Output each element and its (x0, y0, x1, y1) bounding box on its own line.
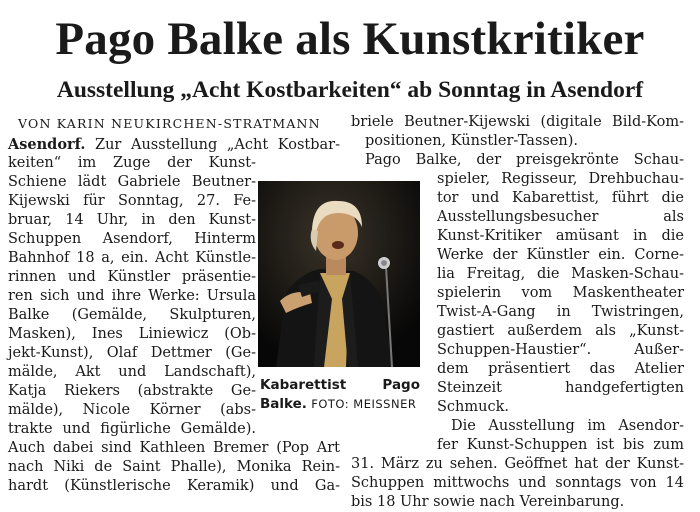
article-line: Kunst-Kritiker amüsant in die (437, 228, 684, 244)
article-line: bis 18 Uhr sowie nach Vereinbarung. (351, 494, 625, 510)
article-line: jekt-Kunst), Olaf Dettmer (Ge- (8, 345, 256, 361)
article-line: Werke der Künstler ein. Corne- (437, 247, 684, 263)
article-line: Auch dabei sind Kathleen Bremer (Pop Art (8, 440, 340, 456)
article-line: Schuppen-Haustier“. Außer- (437, 342, 684, 358)
article-line: Masken), Ines Liniewicz (Ob- (8, 326, 256, 342)
article-line: lia Freitag, die Masken-Schau- (437, 266, 684, 282)
dateline: Asendorf. (8, 136, 86, 153)
article-line: Katja Riekers (abstrakte Ge- (8, 383, 256, 399)
caption-line: Kabarettist Pago (260, 377, 420, 393)
article-line: trakte und figürliche Gemälde). (8, 421, 256, 437)
article-line: bruar, 14 Uhr, in den Kunst- (8, 212, 256, 228)
article-line: dem präsentiert das Atelier (437, 361, 684, 377)
article-line: hardt (Künstlerische Keramik) und Ga- (8, 478, 340, 494)
article-line: Steinzeit handgefertigten (437, 380, 684, 396)
article-line: nach Niki de Saint Phalle), Monika Rein- (8, 459, 340, 475)
article-line: Pago Balke, der preisgekrönte Schau- (365, 152, 684, 168)
article-line: Twist-A-Gang in Twistringen, (437, 304, 684, 320)
byline: VON KARIN NEUKIRCHEN-STRATMANN (18, 116, 321, 131)
article-line: Ausstellungsbesucher als (437, 209, 684, 225)
article-line: 31. März zu sehen. Geöffnet hat der Kunst- (351, 456, 684, 472)
article-line: mälde, Akt und Landschaft), (8, 364, 256, 380)
article-line: Schuppen Asendorf, Hinterm (8, 231, 256, 247)
article-line: Kijewski für Sonntag, 27. Fe- (8, 193, 256, 209)
headline: Pago Balke als Kunstkritiker (55, 13, 645, 65)
subheadline: Ausstellung „Acht Kostbarkeiten“ ab Sonntag in Asendorf (56, 77, 644, 103)
article-line: Bahnhof 18 a, ein. Acht Künstle- (8, 250, 256, 266)
article-line: Asendorf. Zur Ausstellung „Acht Kostbar- (8, 136, 340, 153)
article-line: Balke (Gemälde, Skulpturen, (8, 307, 256, 323)
photo-credit: FOTO: MEISSNER (311, 397, 417, 411)
article-line: briele Beutner-Kijewski (digitale Bild-Kom- (351, 114, 684, 130)
article-line: gastiert außerdem als „Kunst- (437, 323, 684, 339)
article-line: Schuppen mittwochs und sonntags von 14 (351, 475, 684, 491)
article-line: mälde), Nicole Körner (abs- (8, 402, 256, 418)
article-line: Die Ausstellung im Asendor- (451, 418, 684, 434)
article-line: keiten“ im Zuge der Kunst- (8, 155, 256, 171)
article-line: Schmuck. (437, 399, 509, 415)
caption-line: Balke. FOTO: MEISSNER (260, 396, 417, 412)
article-line: rinnen und Künstler präsentie- (8, 269, 256, 285)
right-column (351, 113, 684, 512)
article-line: spieler, Regisseur, Drehbuchau- (437, 171, 684, 187)
article-line: ren sich und ihre Werke: Ursula (8, 288, 256, 304)
article-line: positionen, Künstler-Tassen). (365, 133, 579, 149)
article-line: Schiene lädt Gabriele Beutner- (8, 174, 256, 190)
article-line: fer Kunst-Schuppen ist bis zum (437, 437, 684, 453)
article-line: spielerin vom Maskentheater (437, 285, 684, 301)
article-line: tor und Kabarettist, führt die (437, 190, 684, 206)
